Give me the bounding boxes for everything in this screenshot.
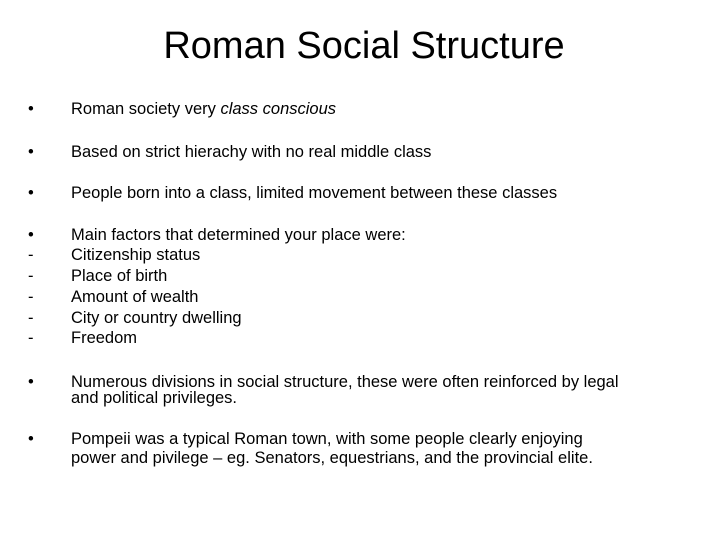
sub-item-text: Place of birth	[71, 267, 168, 285]
bullet-text: Main factors that determined your place were:	[71, 226, 406, 244]
bullet-text-line1: Numerous divisions in social structure, these were often reinforced by legal	[71, 373, 619, 391]
bullet-marker: •	[28, 430, 34, 448]
bullet-text-line1: Pompeii was a typical Roman town, with some people clearly enjoying	[71, 430, 583, 448]
bullet-marker: •	[28, 100, 34, 118]
bullet-marker: •	[28, 184, 34, 202]
sub-item-text: Freedom	[71, 329, 138, 347]
bullet-text-line2: power and pivilege – eg. Senators, equestrians, and the provincial elite.	[71, 449, 593, 467]
bullet-marker: •	[28, 226, 34, 244]
bullet-text: Based on strict hierachy with no real middle class	[71, 143, 432, 161]
bullet-text: People born into a class, limited movement between these classes	[71, 184, 558, 202]
bullet-text-line2: and political privileges.	[71, 389, 238, 407]
sub-item-text: Citizenship status	[71, 246, 201, 264]
dash-marker: -	[28, 329, 34, 347]
dash-marker: -	[28, 246, 34, 264]
dash-marker: -	[28, 267, 34, 285]
dash-marker: -	[28, 309, 34, 327]
sub-item-text: Amount of wealth	[71, 288, 199, 306]
bullet-text	[71, 99, 711, 119]
bullet-marker: •	[28, 373, 34, 391]
bullet-text-main: Roman society very	[71, 100, 221, 118]
slide-title: Roman Social Structure	[163, 25, 565, 67]
sub-item-text: City or country dwelling	[71, 309, 242, 327]
bullet-text-italic: class conscious	[220, 100, 337, 118]
dash-marker: -	[28, 288, 34, 306]
bullet-marker: •	[28, 143, 34, 161]
